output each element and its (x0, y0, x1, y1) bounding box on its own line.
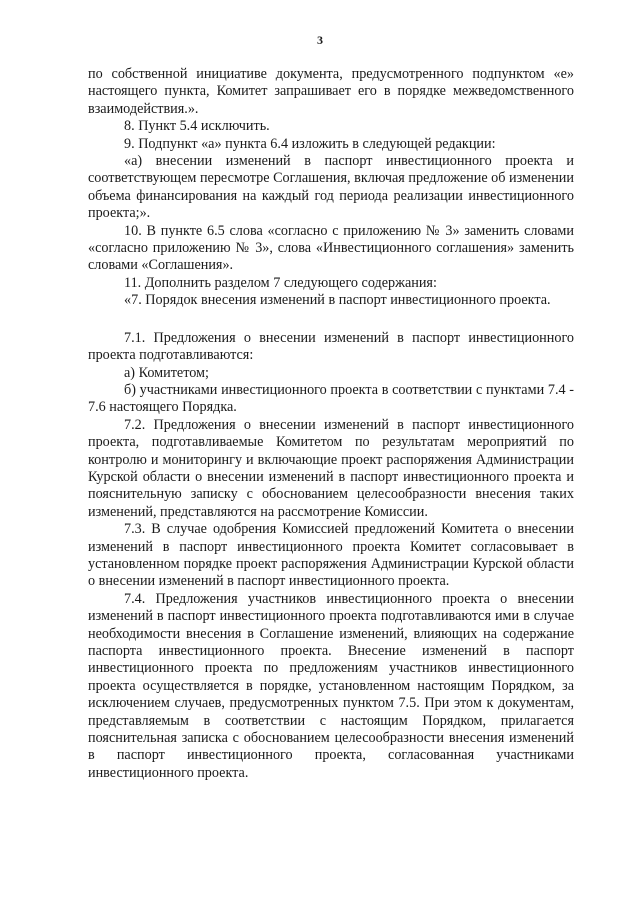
paragraph: а) Комитетом; (124, 364, 209, 381)
paragraph: 7.3. В случае одобрения Комиссией предложений Комитета о внесении изменений в паспорт инвестиционного проекта Комитет согласовывает в установленном порядке проект распоряжения Администрации Курской области о внесении изменений в паспорт инвестиционного проекта. (88, 521, 574, 590)
paragraph: 9. Подпункт «а» пункта 6.4 изложить в следующей редакции: (124, 135, 496, 152)
paragraph: по собственной инициативе документа, предусмотренного подпунктом «е» настоящего пункта, Комитет запрашивает его в порядке межведомственного взаимодействия.». (88, 66, 574, 117)
paragraph: «7. Порядок внесения изменений в паспорт инвестиционного проекта. (124, 292, 551, 309)
paragraph: 7.4. Предложения участников инвестиционного проекта о внесении изменений в паспорт инвестиционного проекта подготавливаются ими в случае необходимости внесения в Соглашение изменений, влияющих на содержание паспорта инвестиционного проекта. Внесение изменений в паспорт инвестиционного проекта по предложениям участников инвестиционного проекта осуществляется в порядке, установленном настоящим Порядком, за исключением случаев, предусмотренных пунктом 7.5. При этом к документам, представляемым в соответствии с настоящим Порядком, прилагается пояснительная записка с обоснованием целесообразности внесения изменений в паспорт инвестиционного проекта, согласованная участниками инвестиционного проекта. (88, 590, 574, 781)
paragraph: 7.2. Предложения о внесении изменений в паспорт инвестиционного проекта, подготавливаемые Комитетом по результатам мероприятий по контролю и мониторингу и включающие проект распоряжения Администрации Курской области о внесении изменений в паспорт инвестиционного проекта и пояснительную записку с обоснованием целесообразности внесения таких изменений, представляются на рассмотрение Комиссии. (88, 416, 574, 520)
paragraph: б) участниками инвестиционного проекта в соответствии с пунктами 7.4 - 7.6 настоящего Порядка. (88, 381, 574, 416)
paragraph: 10. В пункте 6.5 слова «согласно с приложению № 3» заменить словами «согласно приложению № 3», слова «Инвестиционного соглашения» заменить словами «Соглашения». (88, 222, 574, 274)
paragraph: «а) внесении изменений в паспорт инвестиционного проекта и соответствующем пересмотре Соглашения, включая предложение об изменении объема финансирования на каждый год периода реализации инвестиционного проекта;». (88, 153, 574, 222)
paragraph: 11. Дополнить разделом 7 следующего содержания: (124, 274, 437, 291)
paragraph: 7.1. Предложения о внесении изменений в паспорт инвестиционного проекта подготавливаются: (88, 329, 574, 364)
amendments-block (88, 66, 574, 310)
page-number: 3 (317, 33, 323, 47)
section-gap (88, 310, 574, 330)
paragraph: 8. Пункт 5.4 исключить. (124, 118, 270, 135)
document-body (88, 66, 574, 782)
section-7-block (88, 330, 574, 783)
